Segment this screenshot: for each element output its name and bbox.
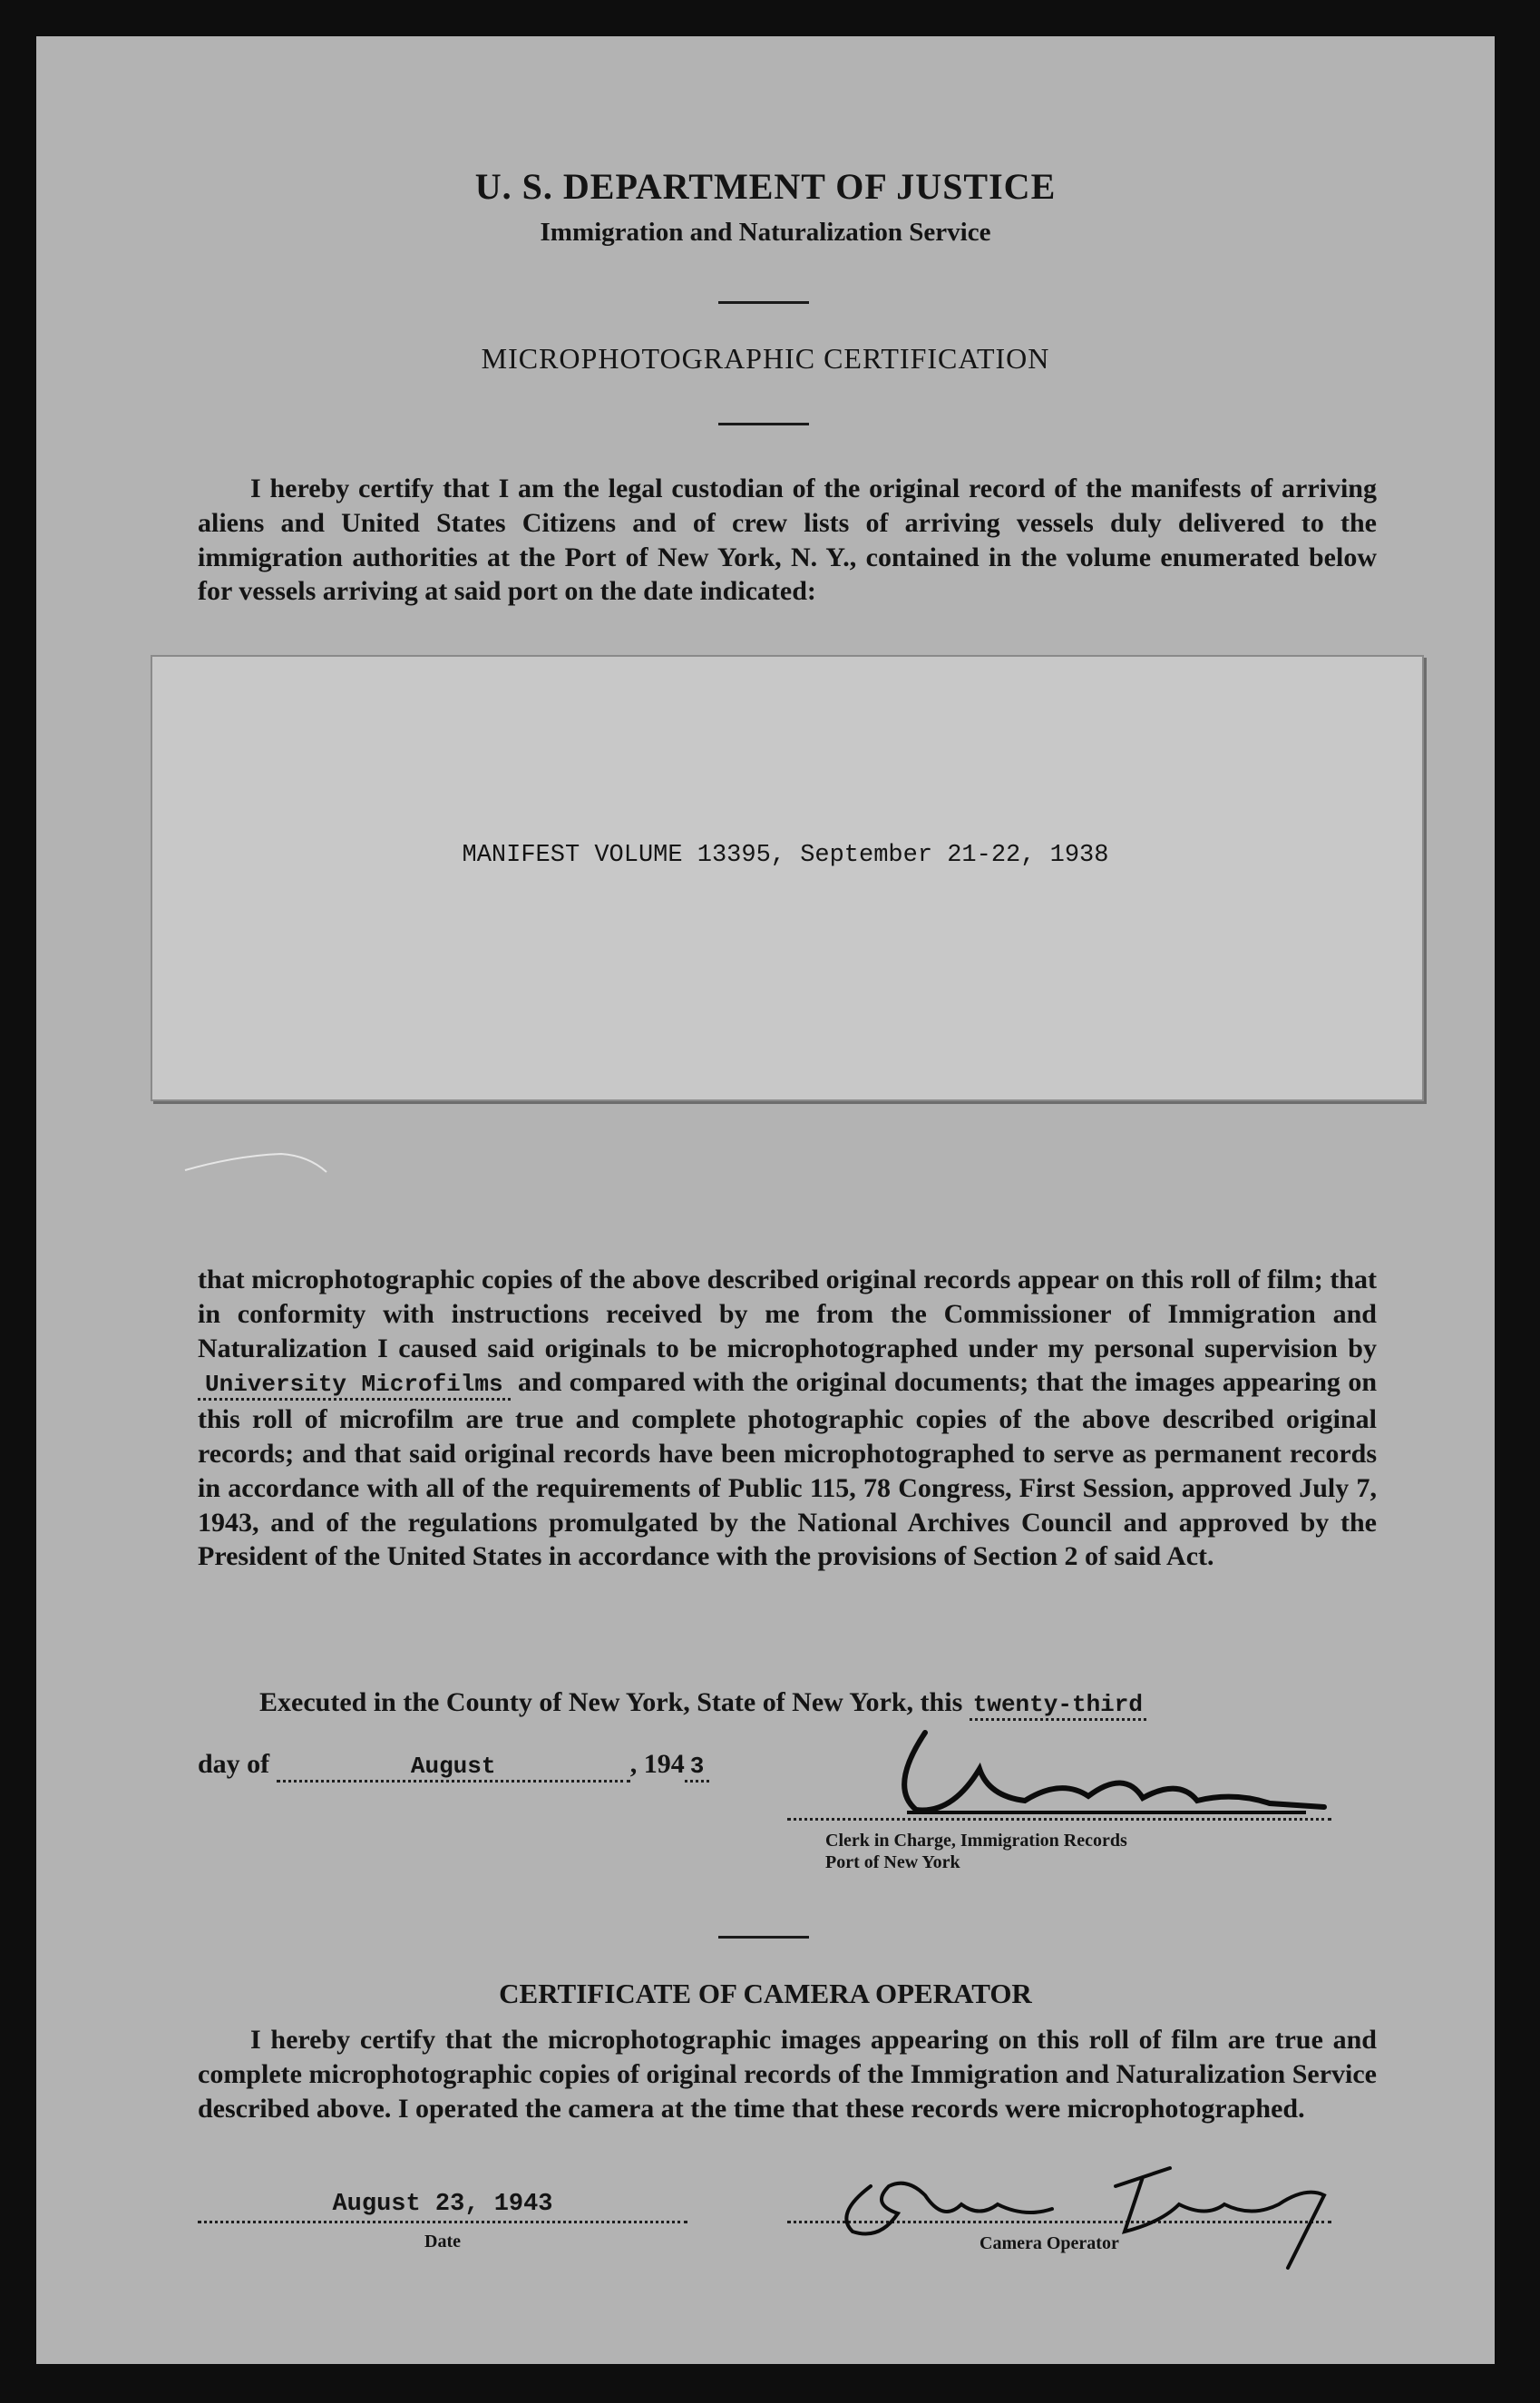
execution-day-field: twenty-third (970, 1691, 1146, 1721)
camera-operator-label: Camera Operator (980, 2233, 1119, 2253)
divider (718, 1936, 809, 1939)
operator-date-field: August 23, 1943 (198, 2188, 687, 2223)
manifest-entry: MANIFEST VOLUME 13395, September 21-22, 1938 (462, 842, 1109, 869)
clerk-title-line2: Port of New York (825, 1852, 960, 1872)
department-heading: U. S. DEPARTMENT OF JUSTICE (474, 166, 1057, 207)
microfilm-company-field: University Microfilms (198, 1371, 511, 1401)
typed-entry-box (151, 655, 1424, 1101)
camera-operator-signature (816, 2132, 1360, 2277)
execution-prefix: Executed in the County of New York, State of New York, this (259, 1687, 963, 1717)
divider (718, 423, 809, 425)
service-subheading: Immigration and Naturalization Service (540, 218, 991, 247)
divider (718, 301, 809, 304)
execution-month-field: August (277, 1753, 630, 1783)
clerk-signature (871, 1714, 1342, 1832)
intro-paragraph: I hereby certify that I am the legal custodian of the original record of the manifests of arriving aliens and United States Citizens and of crew lists of arriving vessels duly delivered to the immigration authorities at the Port of New York, N. Y., contained in the volume enumerated below for vessels arriving at said port on the date indicated: (198, 474, 1377, 607)
operator-heading: CERTIFICATE OF CAMERA OPERATOR (499, 1978, 1032, 2009)
day-of-label: day of (198, 1749, 270, 1779)
certificate-sheet (36, 36, 1495, 2364)
date-line (198, 1749, 851, 1783)
certification-title: MICROPHOTOGRAPHIC CERTIFICATION (481, 342, 1050, 375)
operator-date-label: Date (424, 2232, 461, 2252)
execution-line (259, 1687, 1146, 1718)
execution-year-field: 3 (685, 1753, 710, 1783)
year-prefix: , 194 (629, 1749, 685, 1779)
body-text-after-company: and compared with the original documents; that the images appearing on this roll of microfilm are true and complete photographic copies of the above described original records; and that said original records have been microphotographed to serve as permanent records in accordance with all of the requirements of Public 115, 78 Congress, First Session, approved July 7, 1943, and of the regulations promulgated by the National Archives Council and approved by the President of the United States in accordance with the provisions of Section 2 of said Act. (198, 1367, 1378, 1572)
certification-body (198, 1263, 1377, 1574)
operator-paragraph: I hereby certify that the microphotographic images appearing on this roll of film are true and complete microphotographic copies of original records of the Immigration and Naturalization Service described above. I operated the camera at the time that these records were microphotographed. (198, 2025, 1377, 2124)
paper-mark-decoration (181, 1143, 363, 1179)
body-text-before-company: that microphotographic copies of the above described original records appear on this roll of film; that in conformity with instructions received by me from the Commissioner of Immigration and Naturalization I caused said originals to be microphotographed under my personal supervision by (198, 1265, 1377, 1363)
clerk-title-line1: Clerk in Charge, Immigration Records (825, 1831, 1127, 1851)
